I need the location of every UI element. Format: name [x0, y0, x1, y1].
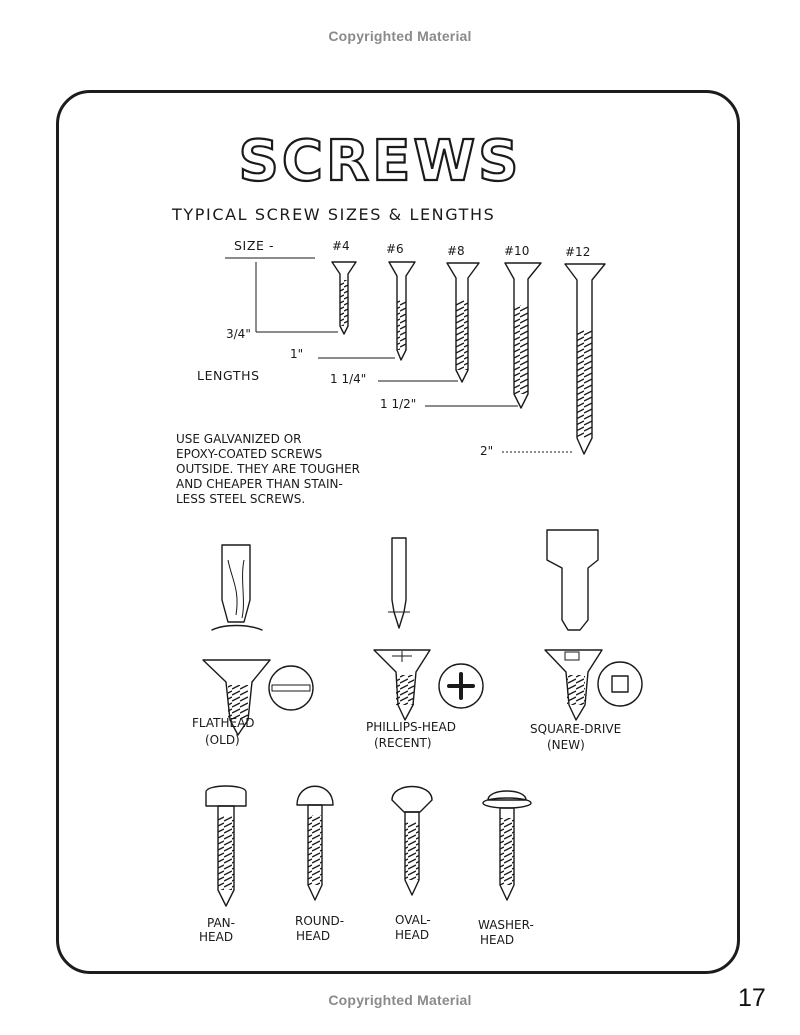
page-title: SCREWS [238, 129, 522, 194]
phillips-label: PHILLIPS-HEAD [366, 720, 456, 734]
screw-size-6 [389, 262, 415, 360]
size-label-10: #10 [504, 244, 530, 258]
length-two: 2" [480, 444, 494, 458]
note-line: AND CHEAPER THAN STAIN- [176, 477, 343, 491]
oval-head-screw [392, 787, 432, 896]
screw-size-8 [447, 263, 479, 382]
flathead-drive-illustration [203, 545, 313, 735]
square-drive-label: SQUARE-DRIVE [530, 722, 622, 736]
size-label-8: #8 [447, 244, 465, 258]
note-line: EPOXY-COATED SCREWS [176, 447, 323, 461]
washer-head-label: HEAD [480, 933, 515, 947]
length-three-quarter: 3/4" [226, 327, 251, 341]
flathead-note: (OLD) [205, 733, 240, 747]
pan-head-screw [206, 786, 246, 906]
oval-head-label: OVAL- [395, 913, 431, 927]
size-label: SIZE - [234, 238, 275, 253]
square-drive-note: (NEW) [547, 738, 585, 752]
page-number: 17 [738, 984, 766, 1012]
pan-head-label: HEAD [199, 930, 234, 944]
round-head-label: HEAD [296, 929, 331, 943]
round-head-screw [297, 786, 333, 900]
subtitle: TYPICAL SCREW SIZES & LENGTHS [172, 205, 496, 224]
square-drive-illustration [545, 530, 642, 720]
screw-size-10 [505, 263, 541, 408]
note-line: OUTSIDE. THEY ARE TOUGHER [176, 462, 360, 476]
flathead-label: FLATHEAD [192, 716, 255, 730]
watermark-top: Copyrighted Material [328, 28, 472, 44]
length-one-quarter: 1 1/4" [330, 372, 367, 386]
note [176, 432, 360, 506]
washer-head-label: WASHER- [478, 918, 534, 932]
note-line: LESS STEEL SCREWS. [176, 492, 306, 506]
size-label-4: #4 [332, 239, 350, 253]
length-one: 1" [290, 347, 304, 361]
screw-size-12 [565, 264, 605, 454]
washer-head-screw [483, 791, 531, 900]
round-head-label: ROUND- [295, 914, 345, 928]
watermark-bottom: Copyrighted Material [328, 992, 472, 1008]
phillips-drive-illustration [374, 538, 483, 720]
size-label-6: #6 [386, 242, 404, 256]
lengths-label: LENGTHS [197, 368, 260, 383]
size-label-12: #12 [565, 245, 591, 259]
note-line: USE GALVANIZED OR [176, 432, 302, 446]
length-one-half: 1 1/2" [380, 397, 417, 411]
screw-size-4 [332, 262, 356, 334]
oval-head-label: HEAD [395, 928, 430, 942]
phillips-note: (RECENT) [374, 736, 432, 750]
pan-head-label: PAN- [207, 916, 235, 930]
